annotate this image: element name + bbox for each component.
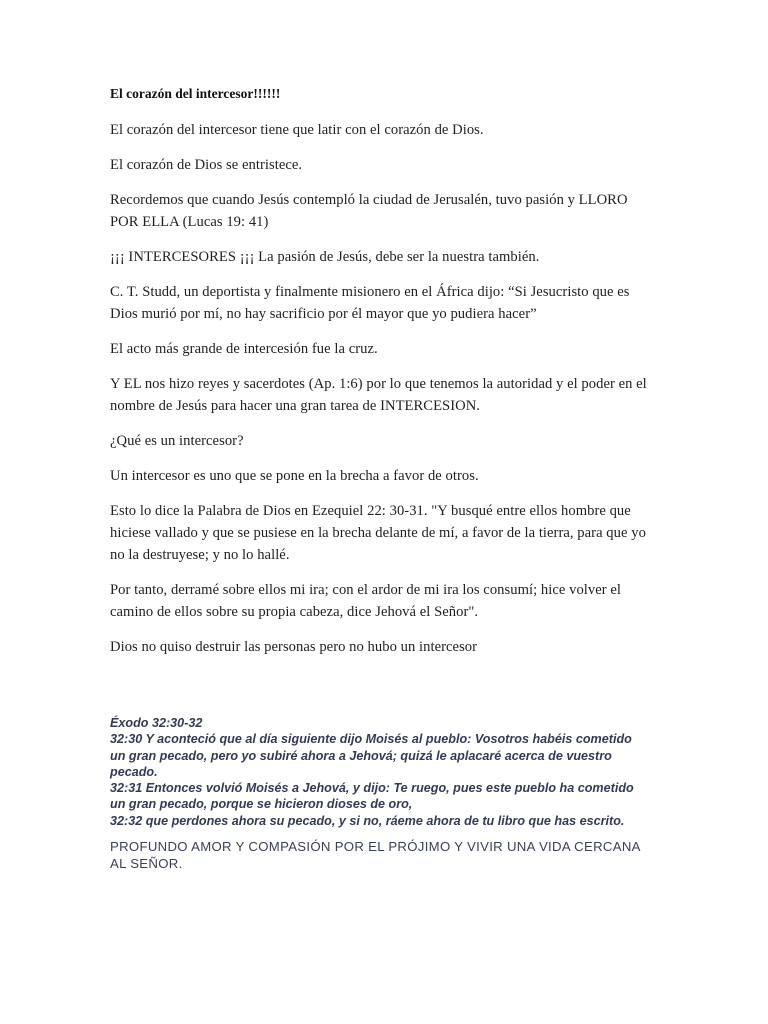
- document-page: [110, 86, 650, 872]
- paragraph-2: El corazón de Dios se entristece.: [110, 157, 303, 173]
- paragraph-8: ¿Qué es un intercesor?: [110, 433, 244, 449]
- paragraph-3: Recordemos que cuando Jesús contempló la ciudad de Jerusalén, tuvo pasión y LLORO POR ELLA (Lucas 19: 41): [110, 192, 628, 230]
- paragraph-11: Por tanto, derramé sobre ellos mi ira; con el ardor de mi ira los consumí; hice volver el camino de ellos sobre su propia cabeza, dice Jehová el Señor".: [110, 582, 622, 620]
- bible-verse-32: 32:32 que perdones ahora su pecado, y si no, ráeme ahora de tu libro que has escrito.: [110, 813, 625, 828]
- section-spacer: [110, 671, 650, 715]
- paragraph-7: Y EL nos hizo reyes y sacerdotes (Ap. 1:6) por lo que tenemos la autoridad y el poder en el nombre de Jesús para hacer una gran tarea de INTERCESION.: [110, 376, 647, 414]
- paragraph-1: El corazón del intercesor tiene que latir con el corazón de Dios.: [110, 122, 484, 138]
- bible-verse-30: 32:30 Y aconteció que al día siguiente dijo Moisés al pueblo: Vosotros habéis cometido un gran pecado, pero yo subiré ahora a Jehová; quizá le aplacaré acerca de vuestro pecado.: [110, 732, 632, 779]
- closing-statement: PROFUNDO AMOR Y COMPASIÓN POR EL PRÓJIMO Y VIVIR UNA VIDA CERCANA AL SEÑOR.: [110, 839, 641, 872]
- paragraph-4: ¡¡¡ INTERCESORES ¡¡¡ La pasión de Jesús, debe ser la nuestra también.: [110, 249, 540, 265]
- paragraph-6: El acto más grande de intercesión fue la cruz.: [110, 341, 378, 357]
- bible-quote: [110, 715, 650, 829]
- paragraph-5: C. T. Studd, un deportista y finalmente misionero en el África dijo: “Si Jesucristo que es Dios murió por mí, no hay sacrificio por él mayor que yo pudiera hacer”: [110, 284, 630, 322]
- paragraph-10: Esto lo dice la Palabra de Dios en Ezequiel 22: 30-31. "Y busqué entre ellos hombre que hiciese vallado y que se pusiese en la brecha delante de mí, a favor de la tierra, para que yo no la destruyese; y no lo hallé.: [110, 503, 646, 563]
- paragraph-12: Dios no quiso destruir las personas pero no hubo un intercesor: [110, 639, 478, 655]
- document-title: El corazón del intercesor!!!!!!: [110, 86, 281, 101]
- paragraph-9: Un intercesor es uno que se pone en la brecha a favor de otros.: [110, 468, 479, 484]
- bible-reference: Éxodo 32:30-32: [110, 716, 203, 730]
- bible-verse-31: 32:31 Entonces volvió Moisés a Jehová, y dijo: Te ruego, pues este pueblo ha cometido un gran pecado, porque se hicieron dioses de oro,: [110, 781, 634, 812]
